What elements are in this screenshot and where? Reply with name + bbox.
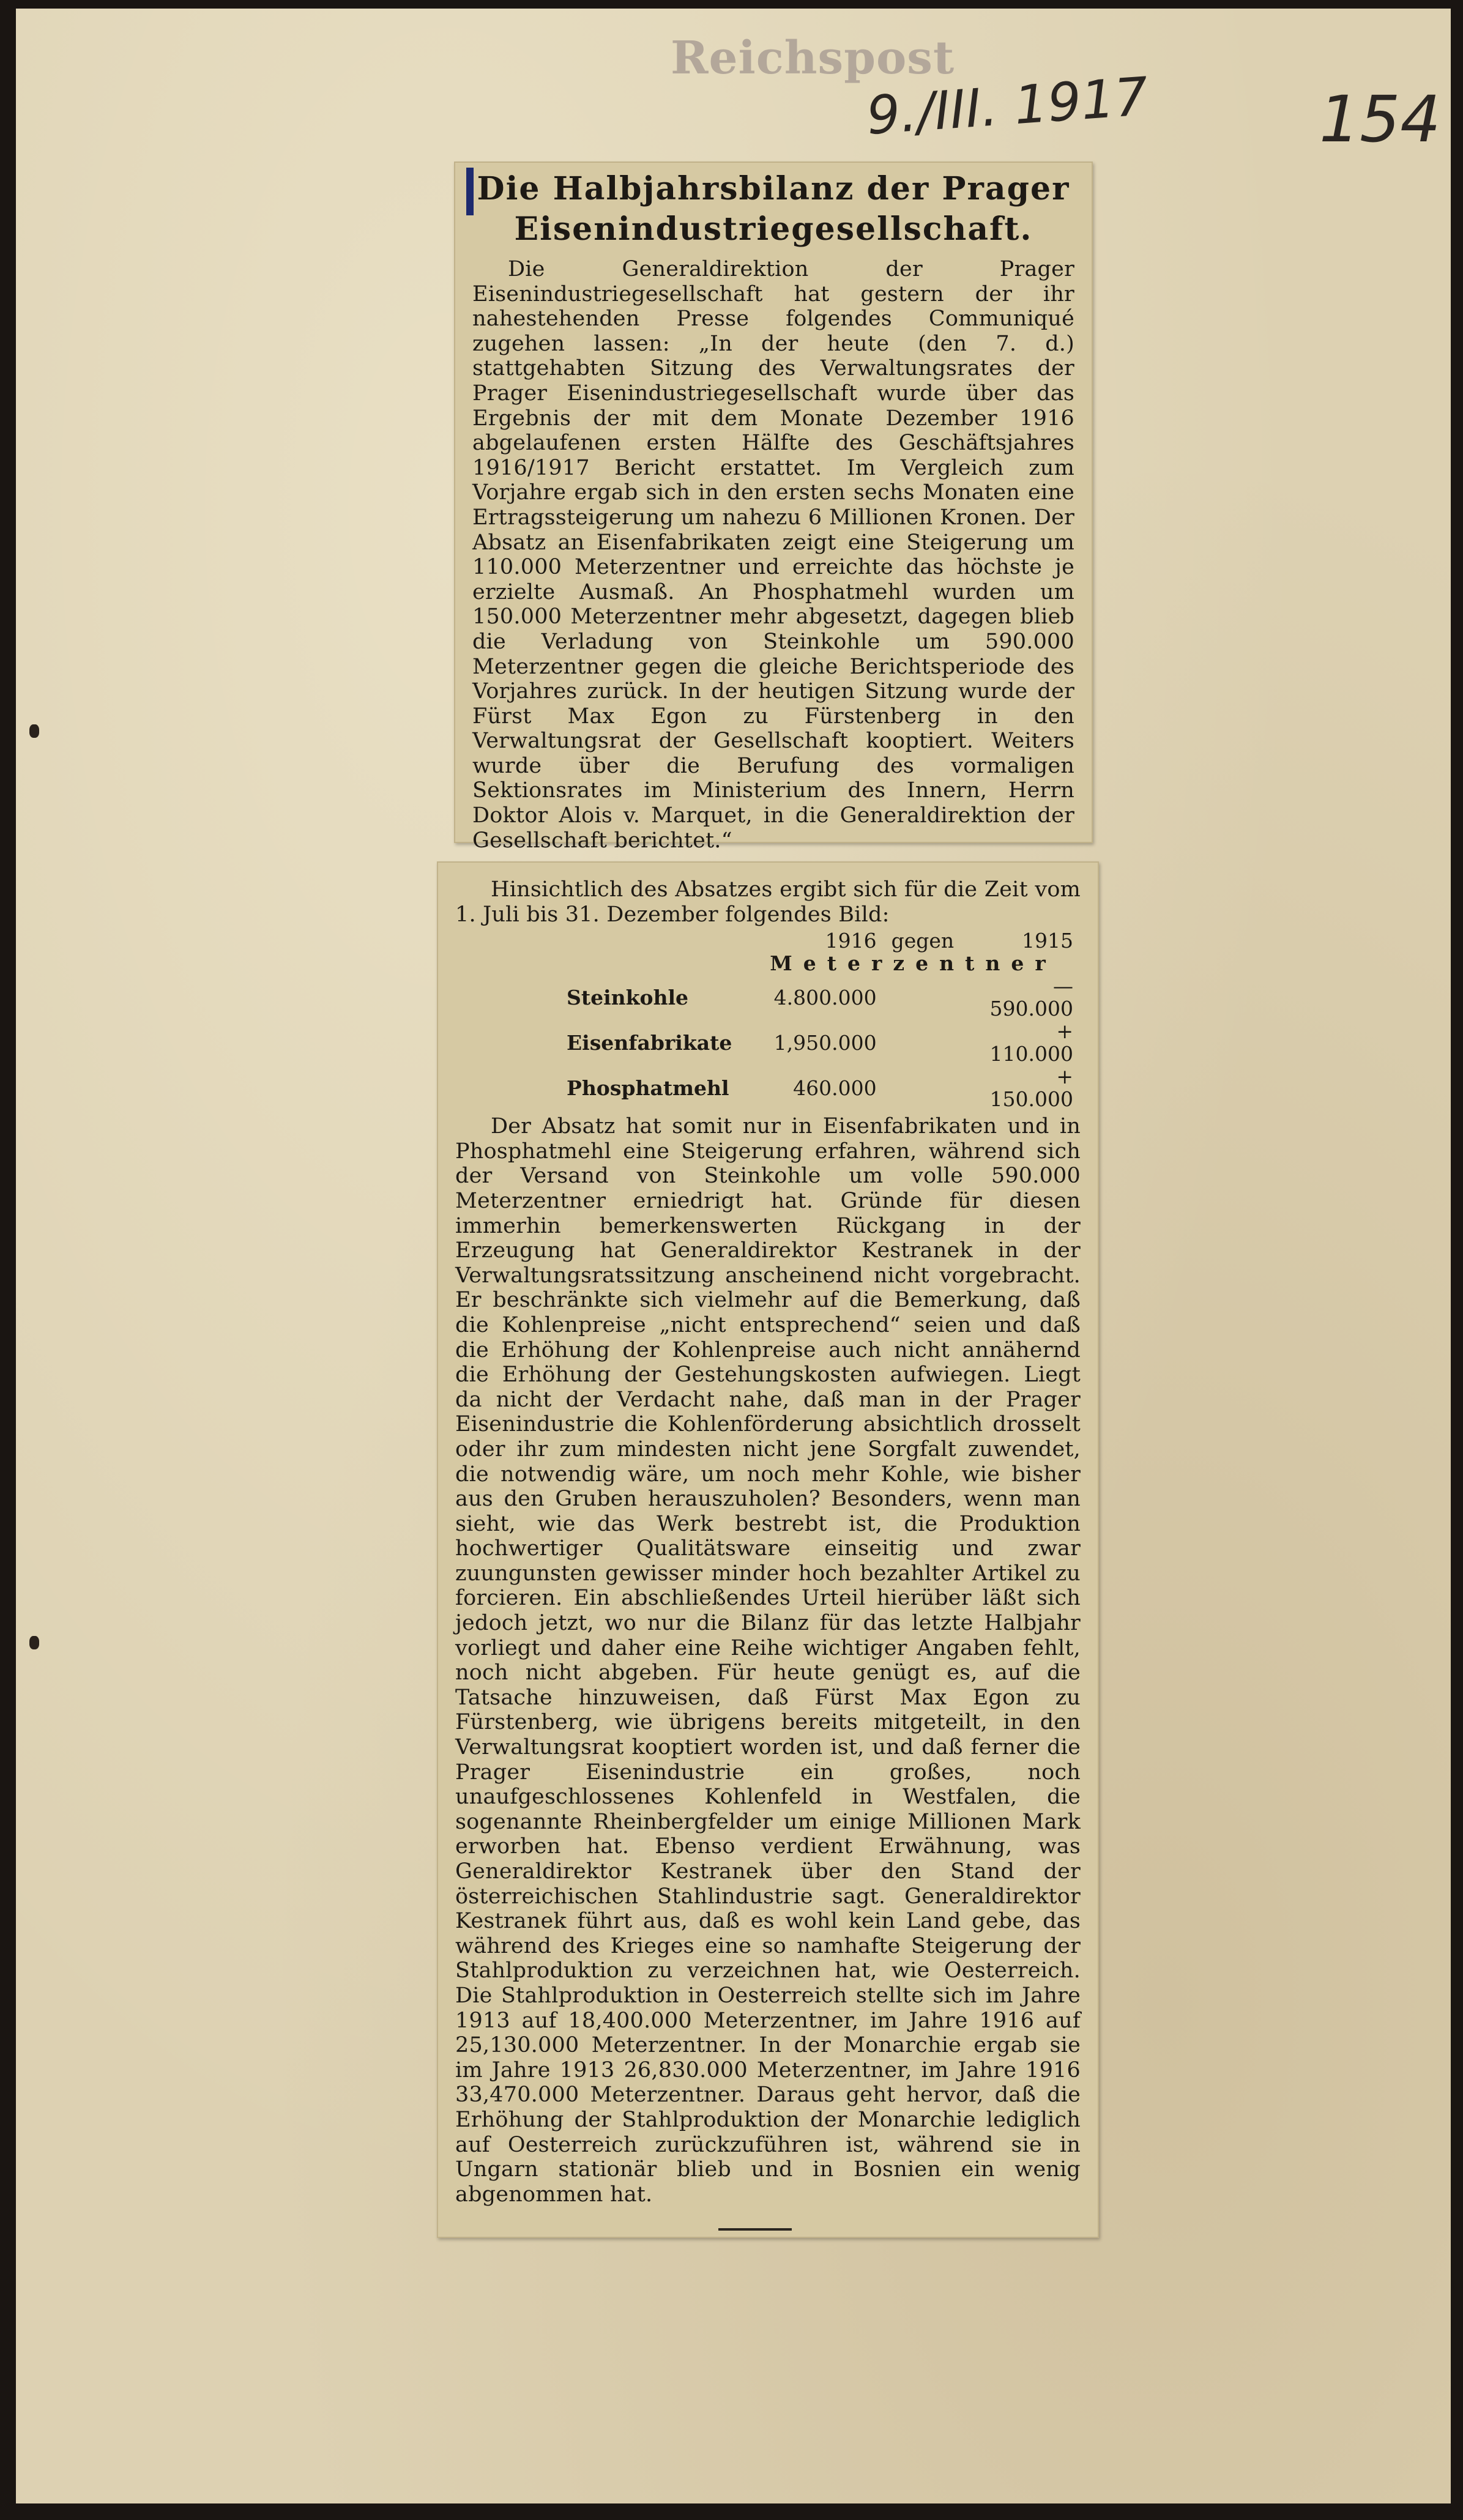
unit-label: Meterzentner [770,951,1057,976]
row-value: 4.800.000 [773,985,877,1009]
end-rule [718,2228,792,2231]
sales-table [559,929,1081,1110]
table-header-row [559,929,1081,952]
row-label: Eisenfabrikate [567,1030,732,1055]
row-change: — 590.000 [989,974,1073,1021]
punch-hole-top [29,724,39,738]
headline-marker-bar [466,168,474,215]
headline [472,169,1074,250]
row-label: Phosphatmehl [567,1076,729,1100]
article-paragraph-1: Die Generaldirektion der Prager Eisenindustriegesellschaft hat gestern der ihr nahestehenden Presse folgendes Communiqué zugehen lassen: „In der heute (den 7. d.) stattgehabten Sitzung des Verwaltungsrates der Prager Eisenindustriegesellschaft wurde über das Ergebnis der mit dem Monate Dezember 1916 abgelaufenen ersten Hälfte des Geschäftsjahres 1916/1917 Bericht erstattet. Im Vergleich zum Vorjahre ergab sich in den ersten sechs Monaten eine Ertragssteigerung um nahezu 6 Millionen Kronen. Der Absatz an Eisenfabrikaten zeigt eine Steigerung um 110.000 Meterzentner und erreichte das höchste je erzielte Ausmaß. An Phosphatmehl wurden um 150.000 Meterzentner mehr abgesetzt, dagegen blieb die Verladung von Steinkohle um 590.000 Meterzentner gegen die gleiche Berichtsperiode des Vorjahres zurück. In der heutigen Sitzung wurde der Fürst Max Egon zu Fürstenberg in den Verwaltungsrat der Gesellschaft kooptiert. Weiters wurde über die Berufung des vormaligen Sektionsrates im Ministerium des Innern, Herrn Doktor Alois v. Marquet, in die Generaldirektion der Gesellschaft berichtet.“ [472,257,1074,853]
col-year-1916: 1916 [825,929,877,953]
table-row [559,1020,1081,1065]
newspaper-stamp: Reichspost [671,32,955,84]
table-unit-row [559,952,1081,975]
col-year-1915: 1915 [1022,929,1073,953]
clipping-part-1 [454,162,1093,853]
table-row [559,975,1081,1020]
row-value: 460.000 [793,1076,877,1100]
punch-hole-bottom [29,1636,39,1649]
article-paragraph-2: Hinsichtlich des Absatzes ergibt sich für die Zeit vom 1. Juli bis 31. Dezember folgendes Bild: [455,877,1081,927]
archive-sheet [16,9,1451,2503]
folio-number: 154 [1319,82,1441,157]
article-paragraph-3: Der Absatz hat somit nur in Eisenfabrikaten und in Phosphatmehl eine Steigerung erfahren, während sich der Versand von Steinkohle um volle 590.000 Meterzentner erniedrigt hat. Gründe für diesen immerhin bemerkenswerten Rückgang in der Erzeugung hat Generaldirektor Kestranek in der Verwaltungsratssitzung anscheinend nicht vorgebracht. Er beschränkte sich vielmehr auf die Bemerkung, daß die Kohlenpreise „nicht entsprechend“ seien und daß die Erhöhung der Kohlenpreise auch nicht annähernd die Erhöhung der Gestehungskosten aufwiegen. Liegt da nicht der Verdacht nahe, daß man in der Prager Eisenindustrie die Kohlenförderung absichtlich drosselt oder ihr zum mindesten nicht jene Sorgfalt zuwendet, die notwendig wäre, um noch mehr Kohle, wie bisher aus den Gruben herauszuholen? Besonders, wenn man sieht, wie das Werk bestrebt ist, die Produktion hochwertiger Qualitätsware einseitig und zwar zuungunsten gewisser minder hoch bezahlter Artikel zu forcieren. Ein abschließendes Urteil hierüber läßt sich jedoch jetzt, wo nur die Bilanz für das letzte Halbjahr vorliegt und daher eine Reihe wichtiger Angaben fehlt, noch nicht abgeben. Für heute genügt es, auf die Tatsache hinzuweisen, daß Fürst Max Egon zu Fürstenberg, wie übrigens bereits mitgeteilt, in den Verwaltungsrat kooptiert worden ist, und daß ferner die Prager Eisenindustrie ein großes, noch unaufgeschlossenes Kohlenfeld in Westfalen, die sogenannte Rheinbergfelder um einige Millionen Mark erworben hat. Ebenso verdient Erwähnung, was Generaldirektor Kestranek über den Stand der österreichischen Stahlindustrie sagt. Generaldirektor Kestranek führt aus, daß es wohl kein Land gebe, das während des Krieges eine so namhafte Steigerung der Stahlproduktion zu verzeichnen hat, wie Oesterreich. Die Stahlproduktion in Oesterreich stellte sich im Jahre 1913 auf 18,400.000 Meterzentner, im Jahre 1916 auf 25,130.000 Meterzentner. In der Monarchie ergab sie im Jahre 1913 26,830.000 Meterzentner, im Jahre 1916 33,470.000 Meterzentner. Daraus geht hervor, daß die Erhöhung der Stahlproduktion der Monarchie lediglich auf Oesterreich zurückzuführen ist, während sie in Ungarn stationär blieb und in Bosnien ein wenig abgenommen hat. [455,1114,1081,2207]
clipping-part-2 [437,861,1099,2238]
headline-line-1: Die Halbjahrsbilanz der Prager [477,170,1070,207]
row-label: Steinkohle [567,985,688,1009]
row-change: + 110.000 [989,1019,1073,1066]
table-row [559,1065,1081,1110]
handwritten-date: 9./III. 1917 [865,66,1150,147]
col-vs: gegen [891,929,955,953]
row-change: + 150.000 [989,1065,1073,1112]
headline-line-2: Eisenindustriegesellschaft. [514,210,1033,248]
row-value: 1,950.000 [773,1030,877,1055]
